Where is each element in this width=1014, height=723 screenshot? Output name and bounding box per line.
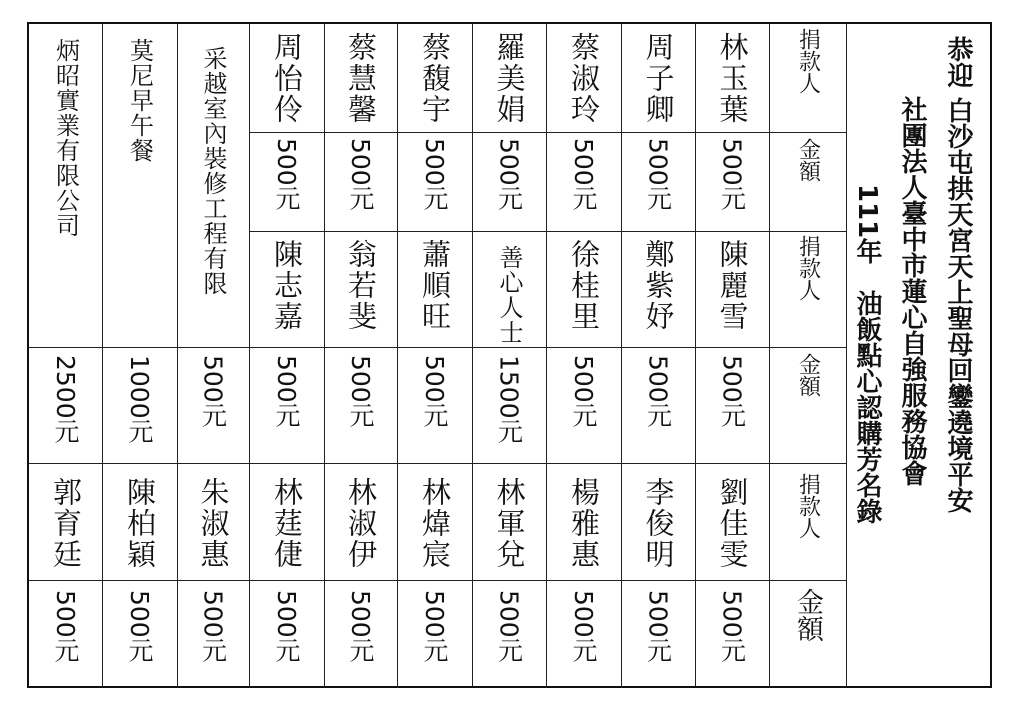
middle-amount-8	[177, 347, 249, 471]
donation-amount: 500元	[420, 138, 449, 211]
donor-name: 善心人士	[495, 245, 523, 345]
donation-amount: 500元	[346, 590, 375, 663]
donation-amount: 500元	[569, 590, 598, 663]
top-donor-4	[472, 24, 546, 140]
title-line-3: 111年 油飯點心認購芳名錄	[852, 184, 882, 525]
donor-name: 楊雅惠	[567, 477, 601, 570]
donation-amount: 500元	[420, 590, 449, 663]
bottom-amount-9	[102, 580, 177, 696]
top-donor-2	[621, 24, 695, 140]
donor-name: 林玉葉	[715, 32, 750, 125]
middle-amount-5	[397, 347, 472, 471]
top-amount-5	[397, 132, 472, 237]
title-line-1: 恭迎 白沙屯拱天宮天上聖母回鑾遶境平安	[943, 36, 973, 514]
donation-amount: 500元	[717, 138, 747, 211]
donor-name: 周怡伶	[270, 32, 304, 125]
middle-donor-8	[177, 24, 249, 369]
donation-amount: 500元	[198, 355, 228, 428]
top-amount-7	[249, 132, 324, 237]
donation-amount: 500元	[569, 138, 598, 211]
top-donor-3	[546, 24, 621, 140]
middle-donor-3	[546, 231, 621, 355]
bottom-amount-2	[621, 580, 695, 696]
bottom-amount-7	[249, 580, 324, 696]
middle-donor-7	[249, 231, 324, 355]
bottom-amount-10	[29, 580, 102, 696]
middle-donor-9	[102, 24, 177, 361]
donation-sheet	[27, 22, 992, 688]
donor-name: 翁若斐	[344, 239, 378, 332]
donor-name: 林軍兌	[492, 477, 527, 570]
bottom-amount-5	[397, 580, 472, 696]
middle-amount-4	[472, 347, 546, 471]
bottom-donor-4	[472, 463, 546, 594]
donor-name: 劉佳雯	[715, 477, 750, 570]
donation-amount: 500元	[346, 355, 375, 428]
middle-donor-1	[695, 231, 769, 355]
middle-donor-4	[472, 231, 546, 361]
top-amount-1	[695, 132, 769, 237]
bottom-donor-3	[546, 463, 621, 594]
donor-name: 朱淑惠	[196, 477, 231, 570]
bottom-amount-1	[695, 580, 769, 696]
donation-amount: 500元	[346, 138, 375, 211]
middle-amount-9	[102, 347, 177, 471]
middle-amount-6	[324, 347, 397, 471]
bottom-donor-8	[177, 463, 249, 594]
header-donor-bottom	[769, 463, 846, 590]
donation-amount: 500元	[643, 590, 673, 663]
header-amount-top	[769, 132, 846, 237]
donation-amount: 500元	[717, 590, 747, 663]
bottom-amount-8	[177, 580, 249, 696]
bottom-donor-5	[397, 463, 472, 594]
header-amount-middle	[769, 347, 846, 469]
top-donor-7	[249, 24, 324, 140]
donor-name: 蔡慧馨	[344, 32, 378, 125]
donation-amount: 500元	[272, 355, 301, 428]
header-amount-label: 金額	[795, 353, 821, 397]
bottom-donor-9	[102, 463, 177, 594]
header-donor-label: 捐款人	[795, 235, 821, 301]
header-donor-label: 捐款人	[795, 473, 821, 539]
donation-amount: 500元	[494, 590, 524, 663]
top-amount-2	[621, 132, 695, 237]
donor-name: 林淑伊	[344, 477, 378, 570]
col-line-11	[846, 24, 847, 686]
bottom-amount-3	[546, 580, 621, 696]
donor-name: 李俊明	[641, 477, 676, 570]
bottom-donor-7	[249, 463, 324, 594]
middle-donor-5	[397, 231, 472, 355]
donation-amount: 500元	[717, 355, 747, 428]
middle-amount-2	[621, 347, 695, 471]
donor-name: 蕭順旺	[418, 239, 452, 332]
donation-amount: 1000元	[125, 355, 154, 444]
donation-amount: 1500元	[494, 355, 524, 444]
donation-amount: 500元	[494, 138, 524, 211]
top-donor-5	[397, 24, 472, 140]
middle-amount-7	[249, 347, 324, 471]
donor-name: 林煒宸	[418, 477, 452, 570]
top-donor-1	[695, 24, 769, 140]
donation-amount: 500元	[272, 138, 301, 211]
donor-name: 陳志嘉	[270, 239, 304, 332]
bottom-donor-1	[695, 463, 769, 594]
bottom-donor-6	[324, 463, 397, 594]
title-line-2: 社團法人臺中市蓮心自強服務協會	[897, 96, 927, 486]
donation-amount: 500元	[569, 355, 598, 428]
header-donor-label: 捐款人	[795, 28, 821, 94]
header-donor-middle	[769, 231, 846, 351]
top-amount-3	[546, 132, 621, 237]
donor-name: 炳昭實業有限公司	[51, 38, 80, 238]
donation-amount: 500元	[420, 355, 449, 428]
donor-name: 林莛倢	[270, 477, 304, 570]
donation-amount: 500元	[272, 590, 301, 663]
top-amount-4	[472, 132, 546, 237]
bottom-amount-4	[472, 580, 546, 696]
donor-name: 鄭紫妤	[641, 239, 676, 332]
donor-name: 郭育廷	[49, 477, 83, 570]
donor-name: 陳柏穎	[123, 477, 157, 570]
middle-donor-2	[621, 231, 695, 355]
donor-name: 陳麗雪	[715, 239, 750, 332]
top-donor-6	[324, 24, 397, 140]
middle-donor-6	[324, 231, 397, 355]
donation-amount: 2500元	[51, 355, 80, 444]
middle-amount-10	[29, 347, 102, 471]
donor-name: 蔡淑玲	[567, 32, 601, 125]
donor-name: 周子卿	[641, 32, 676, 125]
bottom-donor-10	[29, 463, 102, 594]
header-donor-top	[769, 24, 846, 136]
header-amount-label: 金額	[792, 588, 823, 642]
donor-name: 采越室內裝修工程有限	[199, 46, 227, 296]
donation-amount: 500元	[643, 138, 673, 211]
donor-name: 徐桂里	[567, 239, 601, 332]
donation-amount: 500元	[198, 590, 228, 663]
donation-amount: 500元	[125, 590, 154, 663]
header-amount-bottom	[769, 580, 846, 694]
donation-amount: 500元	[643, 355, 673, 428]
middle-donor-10	[29, 24, 102, 361]
header-amount-label: 金額	[795, 138, 821, 182]
bottom-donor-2	[621, 463, 695, 594]
donor-name: 莫尼早午餐	[125, 38, 154, 163]
top-amount-6	[324, 132, 397, 237]
donor-name: 蔡馥宇	[418, 32, 452, 125]
donor-name: 羅美娟	[492, 32, 527, 125]
donation-amount: 500元	[51, 590, 80, 663]
middle-amount-1	[695, 347, 769, 471]
bottom-amount-6	[324, 580, 397, 696]
middle-amount-3	[546, 347, 621, 471]
